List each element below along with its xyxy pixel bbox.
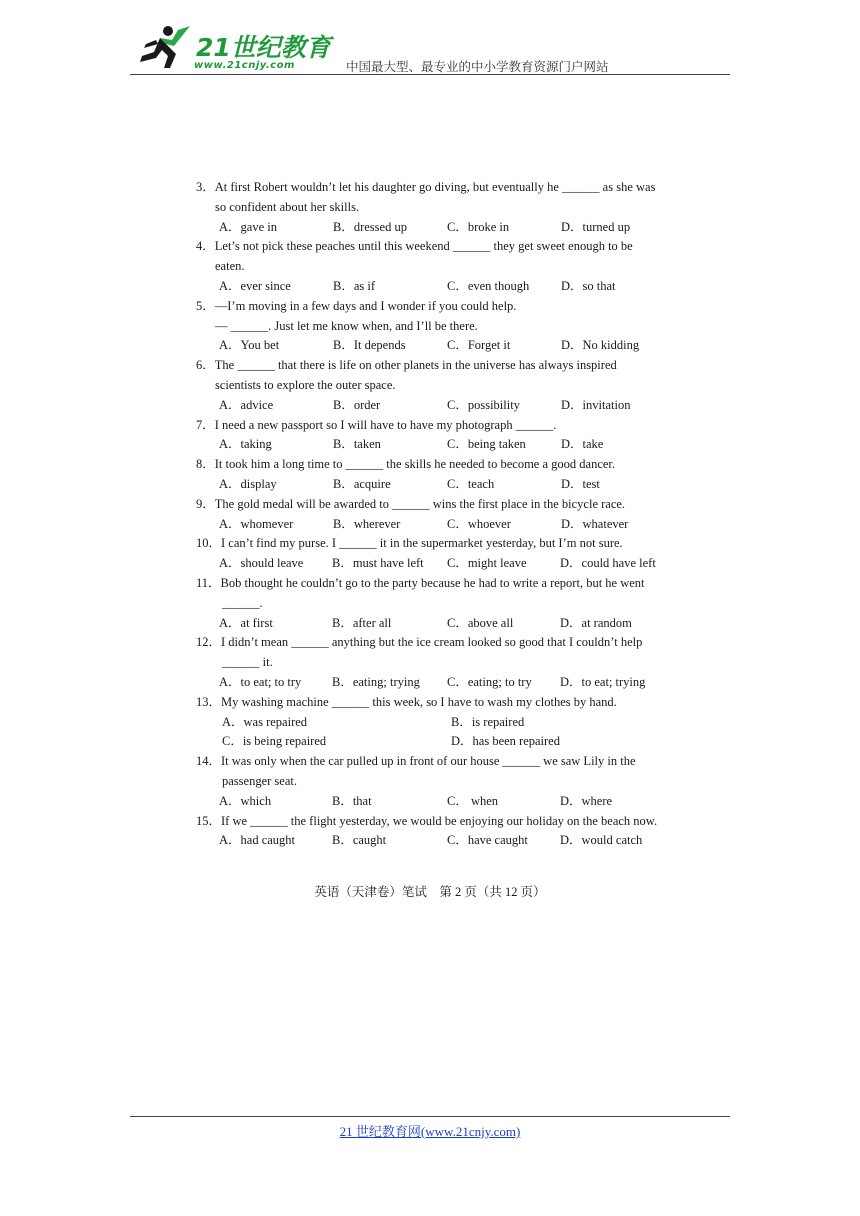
options-row xyxy=(196,515,668,535)
question-number: 14． xyxy=(196,754,222,769)
options-row xyxy=(196,435,668,455)
answer-option[interactable]: B．order xyxy=(333,397,381,412)
question-stem xyxy=(196,812,668,832)
question-stem xyxy=(196,416,668,436)
question-text: —I’m moving in a few days and I wonder if you could help. xyxy=(214,298,517,313)
answer-option[interactable]: D．could have left xyxy=(560,556,656,571)
question-stem xyxy=(196,752,668,772)
question-item xyxy=(196,693,668,752)
question-text-continued: ______. xyxy=(222,595,263,610)
question-number: 8． xyxy=(196,457,215,472)
question-number: 9． xyxy=(196,496,215,511)
site-tagline: 中国最大型、最专业的中小学教育资源门户网站 xyxy=(346,59,609,74)
question-number: 13． xyxy=(196,694,222,709)
question-number: 12． xyxy=(196,635,222,650)
options-row xyxy=(196,554,668,574)
question-stem xyxy=(196,178,668,198)
question-text: If we ______ the flight yesterday, we would be enjoying our holiday on the beach now. xyxy=(221,813,658,828)
question-text: Let’s not pick these peaches until this weekend ______ they get sweet enough to be xyxy=(214,239,633,254)
answer-option[interactable]: B．must have left xyxy=(332,556,424,571)
question-text-continued: passenger seat. xyxy=(222,773,297,788)
answer-option[interactable]: C．broke in xyxy=(447,219,510,234)
question-item xyxy=(196,534,668,574)
answer-option[interactable]: D．No kidding xyxy=(561,338,640,353)
answer-option[interactable]: D．to eat; trying xyxy=(560,674,646,689)
site-logo[interactable] xyxy=(130,22,340,72)
question-text: It took him a long time to ______ the skills he needed to become a good dancer. xyxy=(214,457,616,472)
question-item xyxy=(196,356,668,415)
runner-logo-icon xyxy=(130,22,194,72)
question-stem xyxy=(196,534,668,554)
answer-option[interactable]: A．whomever xyxy=(219,516,294,531)
question-number: 15． xyxy=(196,813,222,828)
options-row xyxy=(196,336,668,356)
question-text-continued: ______ it. xyxy=(222,655,273,670)
question-text-continued: scientists to explore the outer space. xyxy=(215,377,396,392)
question-number: 11． xyxy=(196,575,221,590)
question-stem xyxy=(196,356,668,376)
answer-option[interactable]: A．advice xyxy=(219,397,274,412)
question-stem xyxy=(196,693,668,713)
answer-option[interactable]: D．has been repaired xyxy=(451,734,560,749)
question-stem xyxy=(196,574,668,594)
logo-text: 21世纪教育 xyxy=(196,33,331,62)
answer-option[interactable]: A．was repaired xyxy=(222,714,308,729)
question-item xyxy=(196,812,668,852)
answer-option[interactable]: B．taken xyxy=(333,437,381,452)
question-text: My washing machine ______ this week, so I have to wash my clothes by hand. xyxy=(221,694,617,709)
question-text: At first Robert wouldn’t let his daughter go diving, but eventually he ______ as she was xyxy=(214,180,656,194)
question-item xyxy=(196,574,668,633)
answer-option[interactable]: A．at first xyxy=(219,615,273,630)
answer-option[interactable]: B．wherever xyxy=(333,516,401,531)
question-stem xyxy=(196,495,668,515)
answer-option[interactable]: C．even though xyxy=(447,278,530,293)
options-row xyxy=(196,713,668,733)
answer-option[interactable]: D．would catch xyxy=(560,833,643,848)
answer-option[interactable]: B．It depends xyxy=(333,338,406,353)
answer-option[interactable]: A．to eat; to try xyxy=(219,674,302,689)
question-text-continued: — ______. Just let me know when, and I’ll be there. xyxy=(215,318,478,333)
question-item xyxy=(196,237,668,296)
question-item xyxy=(196,297,668,356)
question-text: I need a new passport so I will have to have my photograph ______. xyxy=(214,417,557,432)
question-stem xyxy=(196,237,668,257)
question-item xyxy=(196,178,668,237)
answer-option[interactable]: D．turned up xyxy=(561,219,631,234)
answer-option[interactable]: B．dressed up xyxy=(333,219,407,234)
answer-option[interactable]: C．teach xyxy=(447,476,495,491)
answer-option[interactable]: A．You bet xyxy=(219,338,280,353)
answer-option[interactable]: B．that xyxy=(332,793,372,808)
header-divider xyxy=(130,74,730,75)
question-text: The ______ that there is life on other planets in the universe has always inspired xyxy=(214,358,617,373)
answer-option[interactable]: C．Forget it xyxy=(447,338,511,353)
options-row xyxy=(196,396,668,416)
options-row xyxy=(196,614,668,634)
question-item xyxy=(196,455,668,495)
answer-option[interactable]: A．taking xyxy=(219,437,272,452)
question-stem xyxy=(196,633,668,653)
question-text-continued: so confident about her skills. xyxy=(215,199,360,214)
answer-option[interactable]: D．whatever xyxy=(561,516,629,531)
answer-option[interactable]: B．is repaired xyxy=(451,714,525,729)
question-item xyxy=(196,495,668,535)
question-text: I can’t find my purse. I ______ it in the supermarket yesterday, but I’m not sure. xyxy=(221,536,623,551)
answer-option[interactable]: C．whoever xyxy=(447,516,511,531)
options-row xyxy=(196,831,668,851)
question-number: 7． xyxy=(196,417,215,432)
answer-option[interactable]: D．at random xyxy=(560,615,632,630)
answer-option[interactable]: B．eating; trying xyxy=(332,674,420,689)
answer-option[interactable]: D．where xyxy=(560,793,613,808)
question-number: 10． xyxy=(196,536,222,551)
options-row xyxy=(196,218,668,238)
answer-option[interactable]: C．might leave xyxy=(447,556,527,571)
footer-divider xyxy=(130,1116,730,1117)
answer-option[interactable]: D．test xyxy=(561,476,600,491)
question-number: 6． xyxy=(196,358,215,373)
page-number-footer: 英语（天津卷）笔试 第 2 页（共 12 页） xyxy=(314,885,546,899)
logo-url: www.21cnjy.com xyxy=(194,60,295,71)
question-item xyxy=(196,416,668,456)
answer-option[interactable]: C．is being repaired xyxy=(222,734,327,749)
options-row xyxy=(196,673,668,693)
answer-option[interactable]: B．acquire xyxy=(333,476,391,491)
answer-option[interactable]: A．had caught xyxy=(219,833,296,848)
options-row xyxy=(196,792,668,812)
question-number: 4． xyxy=(196,239,215,254)
answer-option[interactable]: D．invitation xyxy=(561,397,631,412)
answer-option[interactable]: C．being taken xyxy=(447,437,526,452)
question-number: 3． xyxy=(196,180,215,194)
question-stem xyxy=(196,297,668,317)
question-text-continued: eaten. xyxy=(215,259,245,274)
answer-option[interactable]: B．caught xyxy=(332,833,387,848)
answer-option[interactable]: A．should leave xyxy=(219,556,304,571)
answer-option[interactable]: A．ever since xyxy=(219,278,291,293)
question-text: The gold medal will be awarded to ______ wins the first place in the bicycle race. xyxy=(214,496,626,511)
answer-option[interactable]: A．display xyxy=(219,476,277,491)
question-text: I didn’t mean ______ anything but the ice cream looked so good that I couldn’t help xyxy=(221,635,643,650)
answer-option[interactable]: D．so that xyxy=(561,278,616,293)
question-item xyxy=(196,633,668,692)
options-row xyxy=(196,277,668,297)
answer-option[interactable]: A．gave in xyxy=(219,219,277,234)
answer-option[interactable]: A．which xyxy=(219,793,272,808)
answer-option[interactable]: C．above all xyxy=(447,615,514,630)
question-item xyxy=(196,752,668,811)
answer-option[interactable]: C．eating; to try xyxy=(447,674,532,689)
footer-link[interactable]: 21 世纪教育网(www.21cnjy.com) xyxy=(339,1124,521,1139)
options-row xyxy=(196,475,668,495)
answer-option[interactable]: B．after all xyxy=(332,615,392,630)
answer-option[interactable]: C．have caught xyxy=(447,833,528,848)
answer-option[interactable]: D．take xyxy=(561,437,604,452)
question-number: 5． xyxy=(196,298,215,313)
answer-option[interactable]: C．possibility xyxy=(447,397,520,412)
options-row xyxy=(196,732,668,752)
question-text: It was only when the car pulled up in front of our house ______ we saw Lily in the xyxy=(221,754,636,769)
page-header xyxy=(130,22,730,74)
question-stem xyxy=(196,455,668,475)
question-text: Bob thought he couldn’t go to the party because he had to write a report, but he went xyxy=(220,575,645,590)
answer-option[interactable]: B．as if xyxy=(333,278,376,293)
answer-option[interactable]: C． when xyxy=(447,793,499,808)
question-list xyxy=(196,178,668,851)
